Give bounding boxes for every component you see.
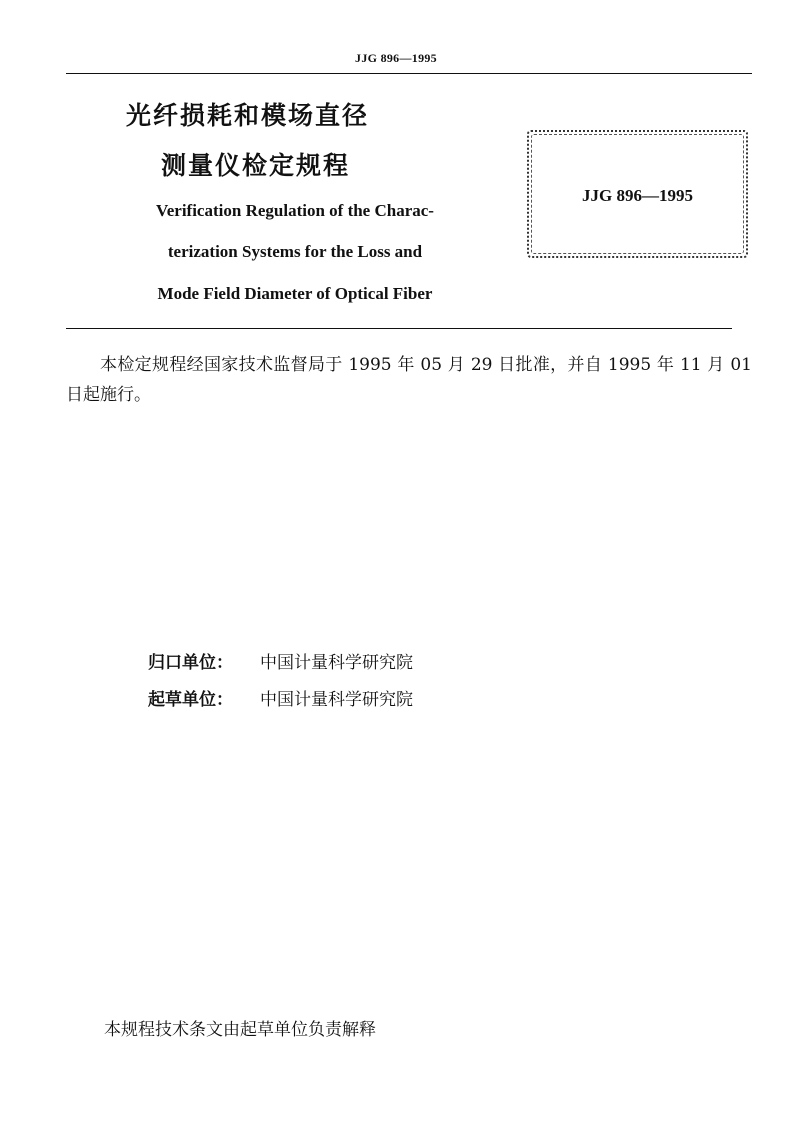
title-divider-rule (66, 328, 732, 329)
responsible-unit-label: 归口单位： (148, 653, 233, 673)
drafting-unit-value: 中国计量科学研究院 (260, 690, 413, 710)
drafting-unit-label: 起草单位： (148, 690, 233, 710)
standard-code-box-text: JJG 896—1995 (582, 186, 693, 205)
standard-code-box (527, 130, 748, 258)
title-english-line-1: Verification Regulation of the Charac- (156, 201, 434, 220)
header-standard-code: JJG 896—1995 (355, 51, 437, 65)
title-chinese-line-2: 测量仪检定规程 (161, 151, 351, 180)
responsible-unit-value: 中国计量科学研究院 (260, 653, 413, 673)
interpretation-note: 本规程技术条文由起草单位负责解释 (104, 1020, 376, 1040)
responsible-unit-row (148, 648, 413, 673)
title-english-line-2: terization Systems for the Loss and (167, 242, 423, 261)
header-rule (66, 73, 752, 74)
title-english-line-3: Mode Field Diameter of Optical Fiber (157, 284, 433, 303)
drafting-unit-row (148, 685, 413, 710)
title-chinese-line-1: 光纤损耗和模场直径 (126, 101, 370, 130)
approval-statement: 本检定规程经国家技术监督局于 1995 年 05 月 29 日批准，并自 1995 年 11 月 01 日起施行。 (66, 355, 752, 405)
